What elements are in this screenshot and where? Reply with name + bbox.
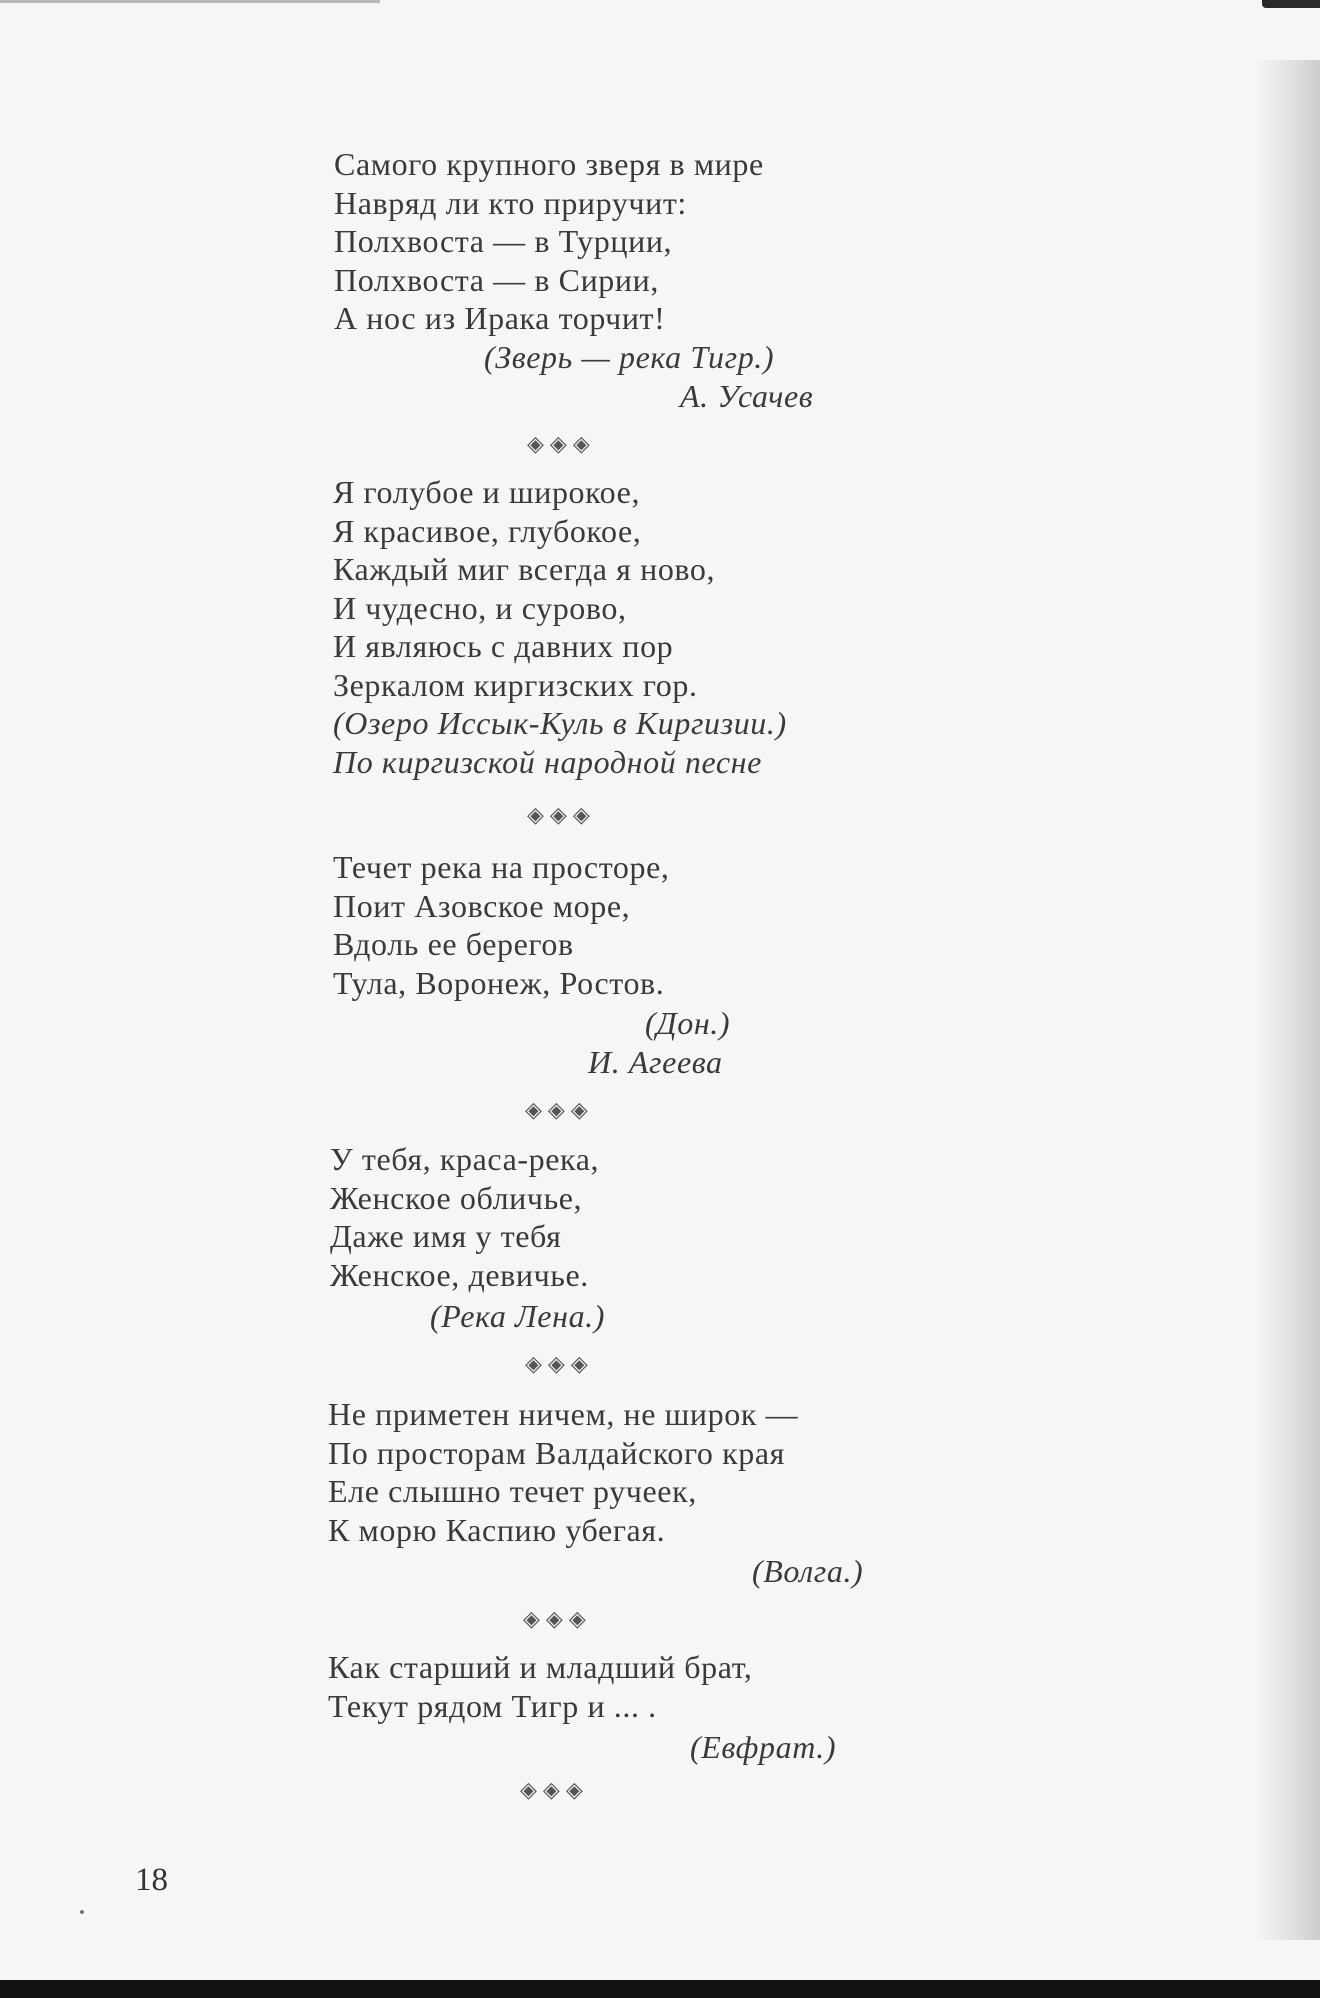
riddle-line: По просторам Валдайского края bbox=[328, 1434, 785, 1471]
scan-speck bbox=[80, 1910, 84, 1914]
page-number: 18 bbox=[135, 1862, 168, 1898]
bottom-scan-edge bbox=[0, 1980, 1320, 1998]
riddle-line: Зеркалом киргизских гор. bbox=[333, 666, 698, 703]
riddle-line: Как старший и младший брат, bbox=[328, 1649, 753, 1685]
riddle-2 bbox=[333, 473, 787, 781]
top-scan-edge bbox=[0, 0, 380, 3]
riddle-line: К морю Каспию убегая. bbox=[328, 1511, 666, 1548]
riddle-line: Течет река на просторе, bbox=[333, 849, 670, 885]
separator-ornament: ◈◈◈ bbox=[520, 1777, 589, 1802]
riddle-answer: (Зверь — река Тигр.) bbox=[484, 339, 775, 375]
riddle-line: Не приметен ничем, не широк — bbox=[328, 1396, 799, 1432]
page-fold-shadow bbox=[1255, 60, 1320, 1940]
riddle-5-answer-block bbox=[752, 1552, 863, 1591]
riddle-line: Я голубое и широкое, bbox=[333, 474, 641, 510]
riddle-author: И. Агеева bbox=[588, 1044, 723, 1080]
riddle-6 bbox=[328, 1648, 753, 1725]
riddle-line: И чудесно, и сурово, bbox=[333, 589, 627, 626]
riddle-line: И являюсь с давних пор bbox=[333, 628, 674, 664]
riddle-4-answer-block bbox=[430, 1297, 605, 1336]
riddle-line: Поит Азовское море, bbox=[333, 887, 631, 924]
riddle-line: Женское обличье, bbox=[330, 1179, 583, 1216]
riddle-5 bbox=[328, 1395, 798, 1549]
riddle-author: А. Усачев bbox=[680, 378, 814, 414]
riddle-line: Самого крупного зверя в мире bbox=[334, 146, 764, 182]
riddle-answer: (Евфрат.) bbox=[690, 1729, 837, 1765]
riddle-6-answer-block bbox=[690, 1728, 836, 1767]
riddle-line: Полхвоста — в Сирии, bbox=[334, 261, 659, 298]
riddle-line: Женское, девичье. bbox=[330, 1256, 589, 1293]
riddle-1-answer-block bbox=[484, 338, 774, 377]
riddle-line: Я красивое, глубокое, bbox=[333, 512, 642, 549]
riddle-line: У тебя, краса-река, bbox=[330, 1141, 600, 1177]
corner-scan-mark bbox=[1262, 0, 1320, 8]
riddle-line: Тула, Воронеж, Ростов. bbox=[333, 964, 665, 1001]
separator-ornament: ◈◈◈ bbox=[523, 1606, 592, 1631]
riddle-3-answer-block bbox=[645, 1004, 730, 1043]
riddle-3-author-block bbox=[588, 1043, 723, 1082]
riddle-line: Полхвоста — в Турции, bbox=[334, 223, 673, 259]
riddle-line: Вдоль ее берегов bbox=[333, 926, 574, 962]
riddle-line: А нос из Ирака торчит! bbox=[334, 300, 666, 336]
riddle-author: По киргизской народной песне bbox=[333, 743, 762, 780]
riddle-line: Навряд ли кто приручит: bbox=[334, 184, 687, 221]
riddle-answer: (Дон.) bbox=[645, 1005, 731, 1041]
riddle-answer: (Река Лена.) bbox=[430, 1298, 606, 1334]
riddle-line: Даже имя у тебя bbox=[330, 1218, 562, 1254]
riddle-1-author-block bbox=[680, 377, 813, 416]
riddle-1 bbox=[334, 145, 764, 338]
riddle-4 bbox=[330, 1140, 599, 1294]
riddle-answer: (Озеро Иссык-Куль в Киргизии.) bbox=[333, 705, 787, 741]
separator-ornament: ◈◈◈ bbox=[525, 1097, 594, 1122]
riddle-answer: (Волга.) bbox=[752, 1553, 864, 1589]
riddle-line: Текут рядом Тигр и ... . bbox=[328, 1687, 657, 1724]
riddle-line: Каждый миг всегда я ново, bbox=[333, 551, 716, 587]
separator-ornament: ◈◈◈ bbox=[527, 431, 596, 456]
separator-ornament: ◈◈◈ bbox=[525, 1351, 594, 1376]
separator-ornament: ◈◈◈ bbox=[527, 802, 596, 827]
riddle-line: Еле слышно течет ручеек, bbox=[328, 1473, 697, 1509]
riddle-3 bbox=[333, 848, 670, 1002]
